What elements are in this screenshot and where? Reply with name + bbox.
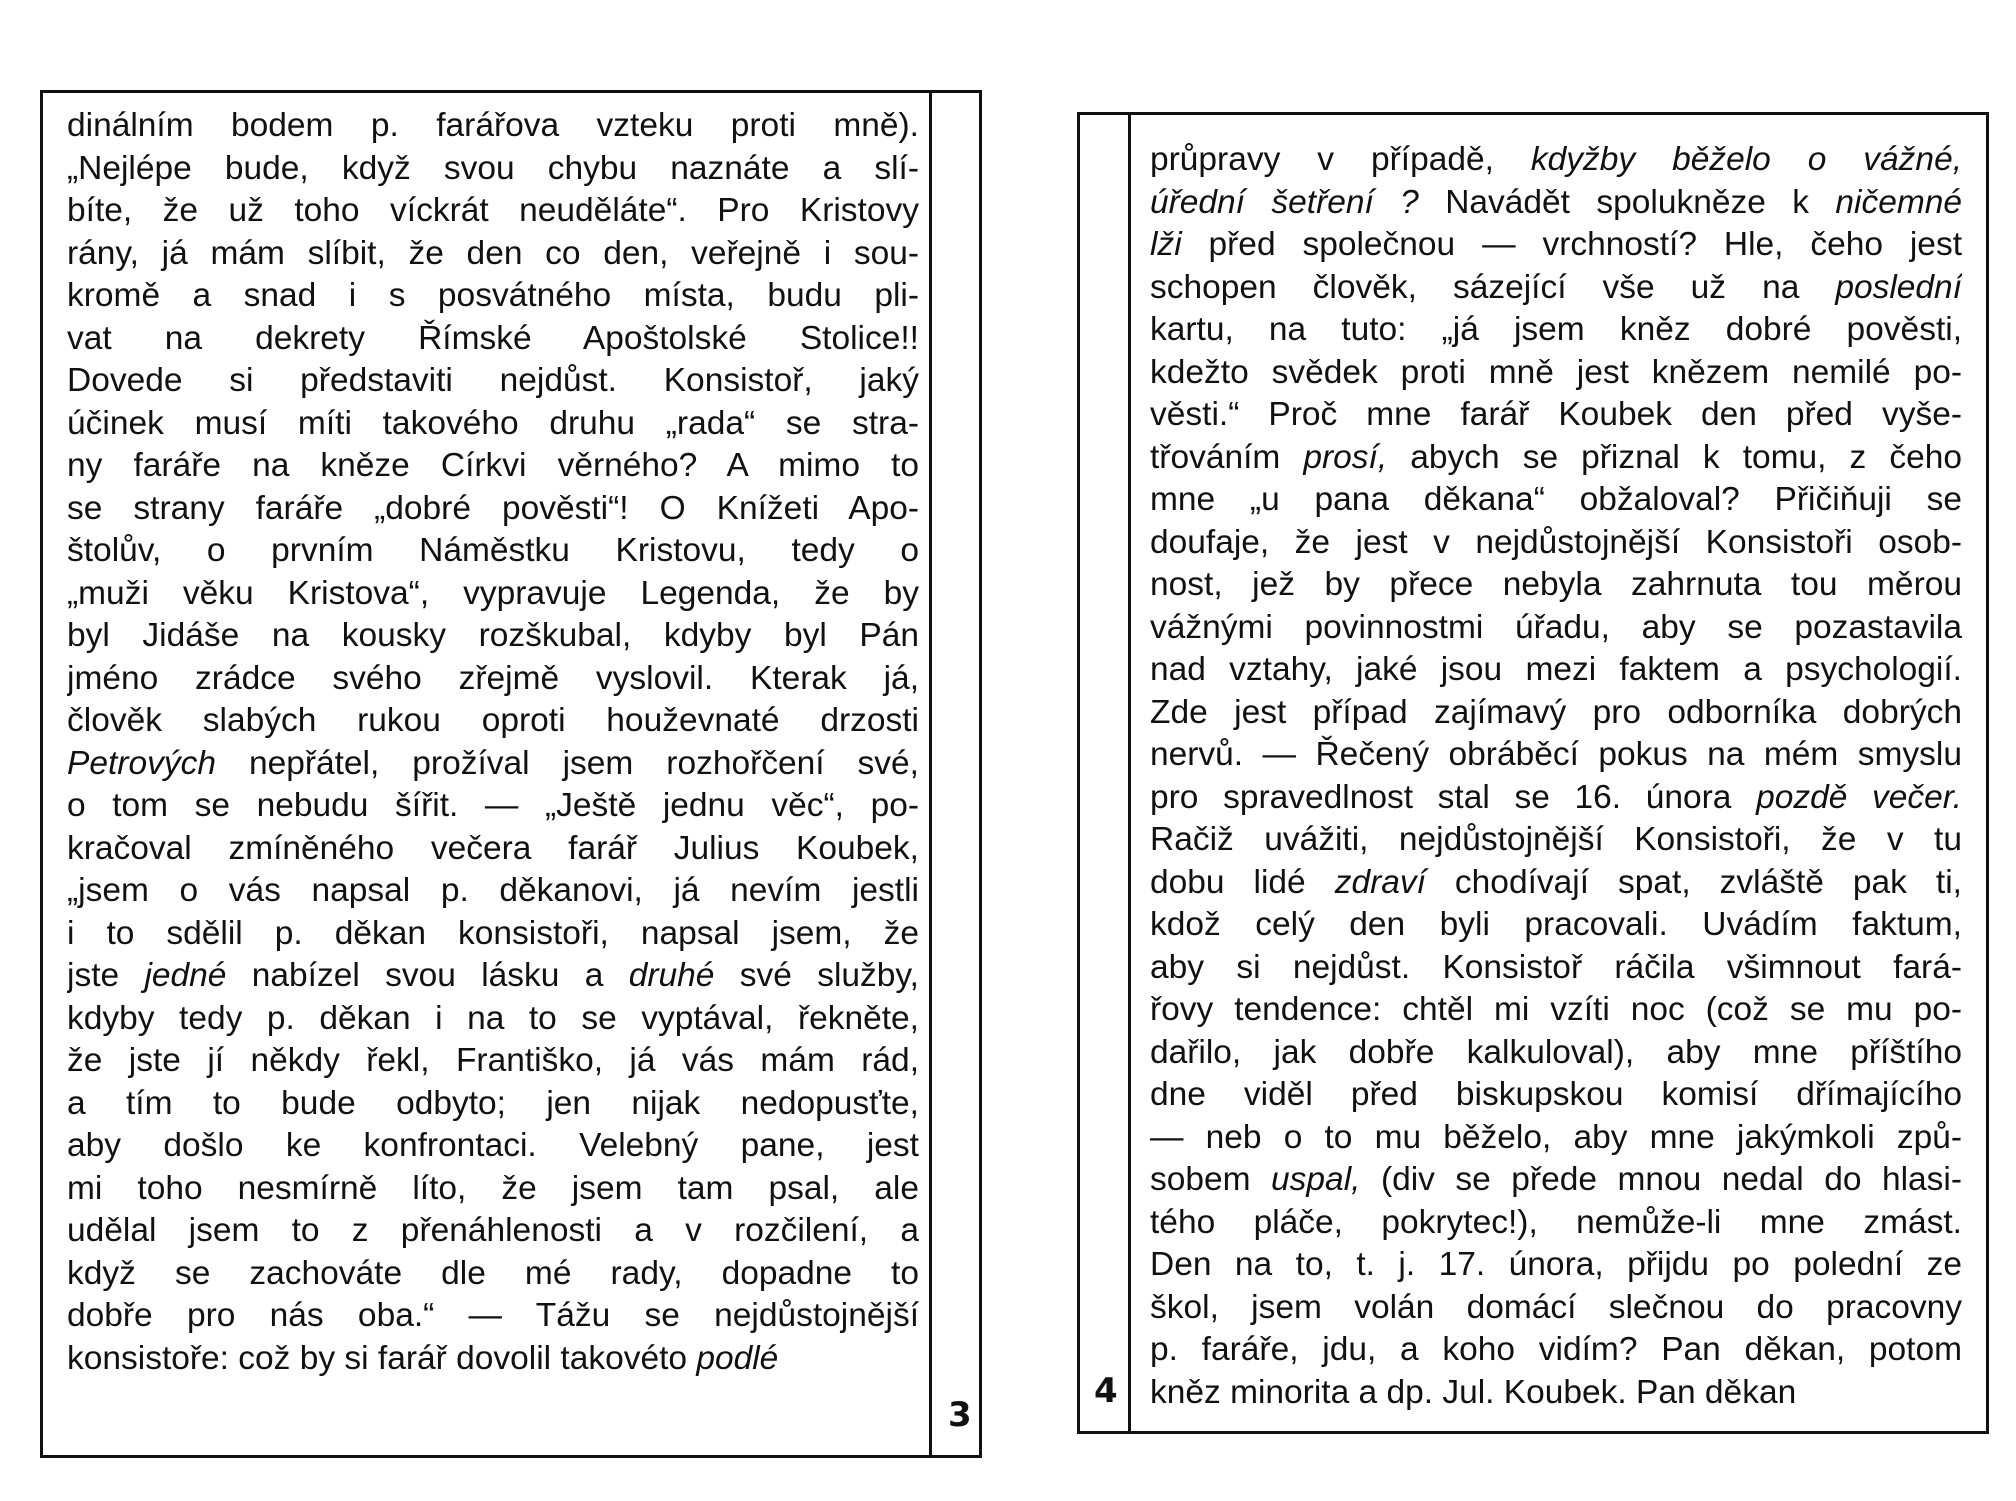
text-line [1150,1159,1962,1202]
text-line [67,785,919,828]
italic-run: lži [1150,226,1182,263]
text-run: Zde jest případ zajímavý pro odborníka dobrých [1150,693,1962,731]
text-line [1150,607,1962,650]
text-run: dobu lidé [1150,863,1335,901]
italic-run: Petrových [67,744,216,782]
text-line [1150,437,1962,480]
text-line [67,658,919,701]
text-line [67,488,919,531]
text-run: mi toho nesmírně líto, že jsem tam psal, ale [67,1169,919,1207]
text-line [1150,522,1962,565]
italic-run: jedné [144,957,227,994]
italic-run: zdraví [1334,863,1426,901]
text-run: štolův, o prvním Náměstku Kristovu, tedy o [67,532,919,569]
right-page [1077,112,1989,1434]
text-run: dinálním bodem p. farářova vzteku proti mně). [67,107,919,144]
text-line [1150,1287,1962,1330]
right-page-vertical-rule [1128,115,1131,1431]
text-line [1150,1032,1962,1075]
text-run: když se zachováte dle mé rady, dopadne to [67,1254,919,1292]
text-run: tého pláče, pokrytec!), nemůže-li mne zmást. [1150,1203,1962,1241]
text-run: „muži věku Kristova“, vypravuje Legenda, že by [67,574,919,612]
text-line [67,955,919,998]
text-run: nabízel svou lásku a [226,957,629,994]
italic-run: ničemné [1835,183,1962,221]
text-line [67,870,919,913]
text-run: věsti.“ Proč mne farář Koubek den před vyše- [1150,396,1962,433]
italic-run: uspal, [1271,1161,1361,1198]
text-line [1150,352,1962,395]
text-line [67,445,919,488]
text-run: se strany faráře „dobré pověsti“! O Knížeti Apo- [67,489,919,527]
text-run: třováním [1150,438,1304,476]
text-line [67,828,919,871]
text-line [67,1295,919,1338]
text-line [1150,479,1962,522]
text-run: doufaje, že jest v nejdůstojnější Konsistoři osob- [1150,523,1962,561]
text-line [1150,564,1962,607]
text-run: Račiž uvážiti, nejdůstojnější Konsistoři, že v tu [1150,821,1962,858]
right-page-text [1150,139,1962,1414]
text-run: abych se přiznal k tomu, z čeho [1387,438,1962,476]
text-run: kdož celý den byli pracovali. Uvádím faktum, [1150,906,1962,943]
text-line [67,275,919,318]
text-run: Den na to, t. j. 17. února, přijdu po polední ze [1150,1246,1962,1283]
text-line [1150,1244,1962,1287]
text-line [67,1083,919,1126]
text-line [67,148,919,191]
text-run: nost, jež by přece nebyla zahrnuta tou měrou [1150,566,1962,603]
text-run: konsistoře: což by si farář dovolil takovéto [67,1339,697,1377]
text-run: aby došlo ke konfrontaci. Velebný pane, jest [67,1127,919,1164]
text-line [1150,1329,1962,1372]
text-line [67,190,919,233]
text-run: byl Jidáše na kousky rozškubal, kdyby byl Pán [67,617,919,654]
text-run: kračoval zmíněného večera farář Julius Koubek, [67,829,919,867]
text-run: průpravy v případě, [1150,141,1531,178]
text-line [1150,989,1962,1032]
text-line [67,743,919,786]
text-line [67,998,919,1041]
left-page-vertical-rule [929,93,932,1455]
text-line [1150,1372,1962,1415]
text-line [67,1253,919,1296]
text-run: (div se přede mnou nedal do hlasi- [1360,1161,1962,1198]
text-line [1150,862,1962,905]
italic-run: druhé [628,957,715,994]
text-run: jméno zrádce svého zřejmě vyslovil. Kterak já, [67,659,919,697]
text-run: člověk slabých rukou oproti houževnaté drzosti [67,702,919,739]
text-line [1150,947,1962,990]
text-run: kromě a snad i s posvátného místa, budu pli- [67,277,919,314]
text-line [67,573,919,616]
italic-run: pozdě večer. [1756,778,1962,816]
text-line [67,1210,919,1253]
text-line [67,233,919,276]
text-run: nepřátel, prožíval jsem rozhořčení své, [215,744,919,782]
text-run: nad vztahy, jaké jsou mezi faktem a psychologií. [1150,651,1962,688]
italic-run: podlé [696,1339,779,1377]
text-run: — neb o to mu běželo, aby mne jakýmkoli způ- [1150,1118,1962,1156]
text-line [1150,182,1962,225]
text-run: a tím to bude odbyto; jen nijak nedopusťte, [67,1084,919,1122]
text-line [1150,267,1962,310]
text-line [67,1125,919,1168]
text-run: své služby, [714,957,919,994]
text-run: Navádět spolukněze k [1418,183,1836,221]
text-run: schopen člověk, sázející vše už na [1150,268,1836,306]
text-run: „jsem o vás napsal p. děkanovi, já nevím jestli [67,872,919,909]
text-line [1150,1074,1962,1117]
italic-run: prosí, [1303,438,1388,476]
text-line [67,530,919,573]
text-run: kněz minorita a dp. Jul. Koubek. Pan děkan [1150,1373,1797,1411]
text-line [67,913,919,956]
text-line [67,1338,919,1381]
text-run: bíte, že už toho víckrát neuděláte“. Pro Kristovy [67,192,919,229]
italic-run: kdyžby běželo o vážné, [1530,141,1962,178]
text-run: kartu, na tuto: „já jsem kněz dobré pověsti, [1150,311,1962,348]
text-run: rány, já mám slíbit, že den co den, veřejně i sou- [67,234,919,272]
text-run: chodívají spat, zvláště pak ti, [1425,863,1962,901]
text-line [1150,394,1962,437]
text-run: aby si nejdůst. Konsistoř ráčila všimnout fará- [1150,948,1962,986]
text-run: dne viděl před biskupskou komisí dřímajícího [1150,1076,1962,1113]
text-line [67,403,919,446]
text-line [1150,649,1962,692]
right-page-number: 4 [1094,1371,1118,1411]
text-line [67,615,919,658]
text-run: kdežto svědek proti mně jest knězem nemilé po- [1150,353,1962,391]
text-line [1150,777,1962,820]
text-run: „Nejlépe bude, když svou chybu naznáte a slí- [67,149,919,187]
text-run: dařilo, jak dobře kalkuloval), aby mne příštího [1150,1033,1962,1071]
text-run: ny faráře na kněze Církvi věrného? A mimo to [67,447,919,484]
text-run: nervů. — Řečený obráběcí pokus na mém smyslu [1150,736,1962,773]
text-run: i to sdělil p. děkan konsistoři, napsal jsem, že [67,914,919,952]
left-page-number: 3 [948,1395,972,1435]
left-page-text [67,105,919,1380]
text-line [1150,309,1962,352]
text-run: dobře pro nás oba.“ — Tážu se nejdůstojnější [67,1297,919,1334]
text-run: pro spravedlnost stal se 16. února [1150,778,1757,816]
text-line [1150,1117,1962,1160]
text-run: před společnou — vrchností? Hle, čeho jest [1181,226,1962,263]
text-line [1150,139,1962,182]
text-run: kdyby tedy p. děkan i na to se vyptával, řekněte, [67,999,919,1037]
text-line [67,1168,919,1211]
text-line [1150,734,1962,777]
text-line [67,318,919,361]
text-line [67,1040,919,1083]
text-run: udělal jsem to z přenáhlenosti a v rozčilení, a [67,1212,919,1249]
left-page [40,90,982,1458]
text-line [67,105,919,148]
text-run: Dovede si představiti nejdůst. Konsistoř, jaký [67,362,919,399]
text-line [1150,224,1962,267]
text-run: škol, jsem volán domácí slečnou do pracovny [1150,1288,1962,1326]
text-run: řovy tendence: chtěl mi vzíti noc (což se mu po- [1150,991,1962,1028]
text-run: vat na dekrety Římské Apoštolské Stolice!! [67,319,919,357]
text-line [1150,1202,1962,1245]
text-line [1150,692,1962,735]
text-line [67,360,919,403]
text-line [67,700,919,743]
text-run: mne „u pana děkana“ obžaloval? Přičiňuji se [1150,481,1962,518]
text-run: vážnými povinnostmi úřadu, aby se pozastavila [1150,608,1962,646]
text-run: jste [67,957,145,994]
text-run: sobem [1150,1161,1272,1198]
italic-run: poslední [1835,268,1962,306]
italic-run: úřední šetření ? [1150,183,1419,221]
text-run: že jste jí někdy řekl, Františko, já vás mám rád, [67,1042,919,1079]
text-line [1150,904,1962,947]
text-run: o tom se nebudu šířit. — „Ještě jednu věc“, po- [67,787,919,824]
text-run: p. faráře, jdu, a koho vidím? Pan děkan, potom [1150,1331,1962,1368]
text-run: účinek musí míti takového druhu „rada“ se stra- [67,404,919,442]
text-line [1150,819,1962,862]
